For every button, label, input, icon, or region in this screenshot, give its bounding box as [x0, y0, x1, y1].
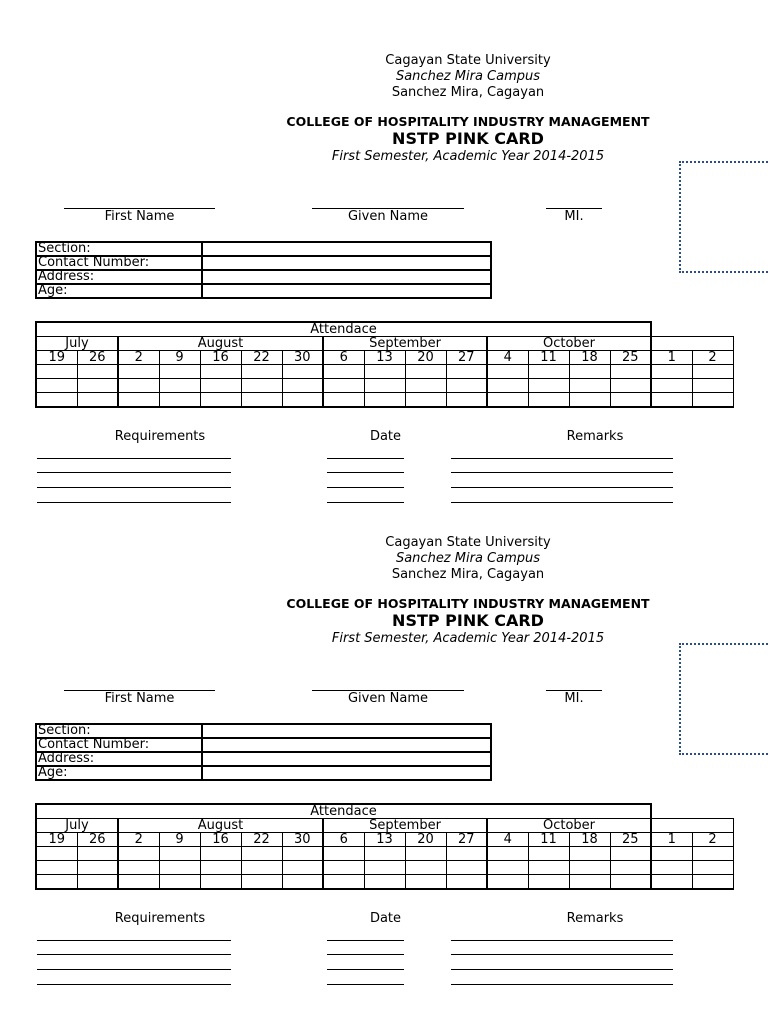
requirement-line[interactable]: [37, 984, 231, 985]
requirement-line[interactable]: [37, 472, 231, 473]
attendance-day: 6: [323, 351, 364, 365]
given-name-label: Given Name: [347, 209, 429, 224]
age-field[interactable]: [202, 284, 491, 298]
attendance-cell[interactable]: [651, 861, 692, 875]
attendance-cell[interactable]: [569, 847, 610, 861]
attendance-cell[interactable]: [487, 847, 528, 861]
requirements-header: Requirements: [114, 911, 206, 926]
attendance-cell[interactable]: [77, 861, 118, 875]
attendance-cell[interactable]: [405, 861, 446, 875]
contact-number-field[interactable]: [202, 738, 491, 752]
contact-number-field[interactable]: [202, 256, 491, 270]
attendance-cell[interactable]: [364, 365, 405, 379]
attendance-cell[interactable]: [36, 847, 77, 861]
attendance-cell[interactable]: [159, 379, 200, 393]
attendance-cell[interactable]: [36, 379, 77, 393]
attendance-cell[interactable]: [241, 875, 282, 890]
day-row: [36, 833, 733, 847]
semester-line: First Semester, Academic Year 2014-2015: [331, 149, 605, 164]
attendance-cell[interactable]: [282, 847, 323, 861]
address-field[interactable]: [202, 270, 491, 284]
attendance-cell[interactable]: [200, 875, 241, 890]
day-row: [36, 351, 733, 365]
attendance-cell[interactable]: [528, 847, 569, 861]
month-august: August: [118, 337, 323, 351]
remarks-line[interactable]: [451, 458, 673, 459]
attendance-day: 19: [36, 833, 77, 847]
attendance-day: 27: [446, 351, 487, 365]
photo-box: [679, 161, 768, 273]
info-row-contact: [36, 256, 491, 270]
attendance-cell[interactable]: [36, 875, 77, 890]
attendance-row: [36, 393, 733, 408]
contact-number-label: Contact Number:: [36, 256, 202, 270]
attendance-cell[interactable]: [282, 365, 323, 379]
attendance-cell[interactable]: [692, 365, 733, 379]
attendance-day: 16: [200, 351, 241, 365]
attendance-day: 11: [528, 833, 569, 847]
attendance-cell[interactable]: [405, 365, 446, 379]
attendance-cell[interactable]: [610, 379, 651, 393]
middle-initial-line[interactable]: [546, 196, 602, 209]
attendance-cell[interactable]: [159, 875, 200, 890]
attendance-cell[interactable]: [446, 365, 487, 379]
address-field[interactable]: [202, 752, 491, 766]
attendance-title: Attendace: [36, 322, 651, 337]
attendance-cell[interactable]: [241, 365, 282, 379]
date-line[interactable]: [327, 984, 404, 985]
attendance-cell[interactable]: [282, 393, 323, 408]
info-row-age: [36, 766, 491, 780]
attendance-cell[interactable]: [446, 379, 487, 393]
attendance-cell[interactable]: [118, 875, 159, 890]
attendance-day: 2: [692, 833, 733, 847]
attendance-cell[interactable]: [610, 861, 651, 875]
date-line[interactable]: [327, 458, 404, 459]
attendance-cell[interactable]: [77, 365, 118, 379]
attendance-cell[interactable]: [77, 379, 118, 393]
attendance-cell[interactable]: [446, 875, 487, 890]
info-row-contact: [36, 738, 491, 752]
attendance-day: 27: [446, 833, 487, 847]
requirement-line[interactable]: [37, 458, 231, 459]
date-line[interactable]: [327, 472, 404, 473]
middle-initial-label: MI.: [564, 209, 584, 224]
contact-number-label: Contact Number:: [36, 738, 202, 752]
attendance-cell[interactable]: [323, 861, 364, 875]
pink-card-2: [0, 482, 768, 964]
requirement-line[interactable]: [37, 940, 231, 941]
attendance-day: 9: [159, 833, 200, 847]
attendance-cell[interactable]: [36, 861, 77, 875]
attendance-cell[interactable]: [651, 875, 692, 890]
attendance-cell[interactable]: [487, 875, 528, 890]
campus-name: Sanchez Mira Campus: [395, 69, 541, 84]
attendance-day: 4: [487, 833, 528, 847]
attendance-day: 26: [77, 351, 118, 365]
attendance-cell[interactable]: [487, 861, 528, 875]
attendance-day: 11: [528, 351, 569, 365]
attendance-cell[interactable]: [200, 847, 241, 861]
info-row-age: [36, 284, 491, 298]
remarks-line[interactable]: [451, 954, 673, 955]
attendance-day: 30: [282, 833, 323, 847]
attendance-cell[interactable]: [692, 875, 733, 890]
date-line[interactable]: [327, 969, 404, 970]
first-name-line[interactable]: [64, 678, 215, 691]
requirements-header: Requirements: [114, 429, 206, 444]
remarks-line[interactable]: [451, 969, 673, 970]
age-field[interactable]: [202, 766, 491, 780]
attendance-title-extra: [651, 322, 733, 337]
attendance-cell[interactable]: [405, 379, 446, 393]
attendance-cell[interactable]: [241, 847, 282, 861]
attendance-cell[interactable]: [487, 365, 528, 379]
attendance-cell[interactable]: [159, 393, 200, 408]
attendance-cell[interactable]: [241, 861, 282, 875]
attendance-cell[interactable]: [118, 847, 159, 861]
attendance-cell[interactable]: [569, 393, 610, 408]
campus-location: Sanchez Mira, Cagayan: [391, 567, 545, 582]
attendance-day: 22: [241, 351, 282, 365]
attendance-cell[interactable]: [651, 365, 692, 379]
attendance-day: 19: [36, 351, 77, 365]
attendance-cell[interactable]: [405, 875, 446, 890]
attendance-cell[interactable]: [692, 393, 733, 408]
remarks-line[interactable]: [451, 472, 673, 473]
section-field[interactable]: [202, 724, 491, 738]
remarks-header: Remarks: [566, 911, 624, 926]
month-october: October: [487, 337, 651, 351]
university-name: Cagayan State University: [385, 53, 551, 68]
attendance-cell[interactable]: [692, 379, 733, 393]
attendance-cell[interactable]: [569, 379, 610, 393]
first-name-label: First Name: [104, 209, 175, 224]
info-row-section: [36, 242, 491, 256]
attendance-cell[interactable]: [610, 847, 651, 861]
attendance-cell[interactable]: [200, 365, 241, 379]
attendance-cell[interactable]: [159, 365, 200, 379]
attendance-day: 25: [610, 833, 651, 847]
attendance-cell[interactable]: [528, 875, 569, 890]
attendance-cell[interactable]: [364, 379, 405, 393]
attendance-day: 13: [364, 351, 405, 365]
attendance-cell[interactable]: [200, 379, 241, 393]
month-row: [36, 337, 733, 351]
attendance-day: 30: [282, 351, 323, 365]
attendance-cell[interactable]: [323, 393, 364, 408]
attendance-row: [36, 365, 733, 379]
card-title: NSTP PINK CARD: [392, 129, 544, 148]
attendance-cell[interactable]: [200, 393, 241, 408]
attendance-cell[interactable]: [118, 393, 159, 408]
attendance-day: 20: [405, 351, 446, 365]
date-line[interactable]: [327, 954, 404, 955]
attendance-day: 9: [159, 351, 200, 365]
attendance-cell[interactable]: [610, 365, 651, 379]
attendance-row: [36, 861, 733, 875]
attendance-cell[interactable]: [446, 847, 487, 861]
attendance-row: [36, 875, 733, 890]
attendance-day: 26: [77, 833, 118, 847]
month-september: September: [323, 337, 487, 351]
month-september: September: [323, 819, 487, 833]
attendance-cell[interactable]: [323, 875, 364, 890]
month-july: July: [36, 337, 118, 351]
attendance-day: 25: [610, 351, 651, 365]
attendance-day: 20: [405, 833, 446, 847]
given-name-line[interactable]: [312, 678, 464, 691]
attendance-table: [35, 321, 734, 408]
attendance-cell[interactable]: [36, 393, 77, 408]
attendance-cell[interactable]: [487, 393, 528, 408]
attendance-cell[interactable]: [159, 861, 200, 875]
attendance-cell[interactable]: [241, 393, 282, 408]
college-name: COLLEGE OF HOSPITALITY INDUSTRY MANAGEMENT: [286, 596, 650, 611]
attendance-day: 4: [487, 351, 528, 365]
given-name-line[interactable]: [312, 196, 464, 209]
attendance-cell[interactable]: [364, 861, 405, 875]
attendance-day: 13: [364, 833, 405, 847]
requirement-line[interactable]: [37, 969, 231, 970]
attendance-cell[interactable]: [446, 861, 487, 875]
age-label: Age:: [36, 766, 202, 780]
attendance-cell[interactable]: [77, 847, 118, 861]
middle-initial-line[interactable]: [546, 678, 602, 691]
campus-name: Sanchez Mira Campus: [395, 551, 541, 566]
attendance-cell[interactable]: [159, 847, 200, 861]
given-name-label: Given Name: [347, 691, 429, 706]
attendance-cell[interactable]: [118, 861, 159, 875]
month-row: [36, 819, 733, 833]
attendance-cell[interactable]: [446, 393, 487, 408]
attendance-cell[interactable]: [118, 365, 159, 379]
attendance-cell[interactable]: [364, 875, 405, 890]
semester-line: First Semester, Academic Year 2014-2015: [331, 631, 605, 646]
attendance-cell[interactable]: [651, 379, 692, 393]
attendance-cell[interactable]: [651, 393, 692, 408]
section-label: Section:: [36, 724, 202, 738]
attendance-cell[interactable]: [610, 875, 651, 890]
attendance-table: [35, 803, 734, 890]
attendance-title-extra: [651, 804, 733, 819]
attendance-cell[interactable]: [651, 847, 692, 861]
attendance-row: [36, 847, 733, 861]
attendance-day: 2: [118, 351, 159, 365]
attendance-cell[interactable]: [528, 393, 569, 408]
attendance-day: 18: [569, 351, 610, 365]
month-extra: [651, 337, 733, 351]
card-title: NSTP PINK CARD: [392, 611, 544, 630]
attendance-day: 22: [241, 833, 282, 847]
college-name: COLLEGE OF HOSPITALITY INDUSTRY MANAGEMENT: [286, 114, 650, 129]
attendance-cell[interactable]: [569, 365, 610, 379]
section-label: Section:: [36, 242, 202, 256]
attendance-cell[interactable]: [364, 847, 405, 861]
attendance-cell[interactable]: [282, 861, 323, 875]
remarks-header: Remarks: [566, 429, 624, 444]
student-info-table: [35, 723, 492, 781]
attendance-day: 2: [692, 351, 733, 365]
month-july: July: [36, 819, 118, 833]
attendance-day: 6: [323, 833, 364, 847]
attendance-cell[interactable]: [528, 365, 569, 379]
requirement-line[interactable]: [37, 954, 231, 955]
age-label: Age:: [36, 284, 202, 298]
attendance-cell[interactable]: [118, 379, 159, 393]
attendance-day: 2: [118, 833, 159, 847]
attendance-cell[interactable]: [77, 393, 118, 408]
month-august: August: [118, 819, 323, 833]
attendance-day: 18: [569, 833, 610, 847]
middle-initial-label: MI.: [564, 691, 584, 706]
date-line[interactable]: [327, 940, 404, 941]
attendance-title: Attendace: [36, 804, 651, 819]
university-name: Cagayan State University: [385, 535, 551, 550]
attendance-cell[interactable]: [364, 393, 405, 408]
photo-box: [679, 643, 768, 755]
student-info-table: [35, 241, 492, 299]
attendance-cell[interactable]: [323, 379, 364, 393]
first-name-line[interactable]: [64, 196, 215, 209]
attendance-day: 1: [651, 351, 692, 365]
attendance-cell[interactable]: [692, 847, 733, 861]
attendance-cell[interactable]: [241, 379, 282, 393]
attendance-cell[interactable]: [528, 861, 569, 875]
attendance-cell[interactable]: [405, 847, 446, 861]
attendance-day: 1: [651, 833, 692, 847]
attendance-cell[interactable]: [528, 379, 569, 393]
attendance-cell[interactable]: [282, 875, 323, 890]
attendance-cell[interactable]: [282, 379, 323, 393]
attendance-row: [36, 379, 733, 393]
pink-card-1: [0, 0, 768, 482]
attendance-cell[interactable]: [200, 861, 241, 875]
section-field[interactable]: [202, 242, 491, 256]
remarks-line[interactable]: [451, 940, 673, 941]
info-row-address: [36, 752, 491, 766]
attendance-cell[interactable]: [323, 365, 364, 379]
attendance-cell[interactable]: [569, 861, 610, 875]
address-label: Address:: [36, 752, 202, 766]
info-row-address: [36, 270, 491, 284]
attendance-cell[interactable]: [610, 393, 651, 408]
attendance-day: 16: [200, 833, 241, 847]
attendance-cell[interactable]: [692, 861, 733, 875]
attendance-cell[interactable]: [405, 393, 446, 408]
attendance-cell[interactable]: [487, 379, 528, 393]
attendance-cell[interactable]: [569, 875, 610, 890]
first-name-label: First Name: [104, 691, 175, 706]
info-row-section: [36, 724, 491, 738]
month-extra: [651, 819, 733, 833]
campus-location: Sanchez Mira, Cagayan: [391, 85, 545, 100]
remarks-line[interactable]: [451, 984, 673, 985]
date-header: Date: [369, 429, 402, 444]
month-october: October: [487, 819, 651, 833]
date-header: Date: [369, 911, 402, 926]
attendance-cell[interactable]: [77, 875, 118, 890]
attendance-cell[interactable]: [323, 847, 364, 861]
address-label: Address:: [36, 270, 202, 284]
attendance-cell[interactable]: [36, 365, 77, 379]
